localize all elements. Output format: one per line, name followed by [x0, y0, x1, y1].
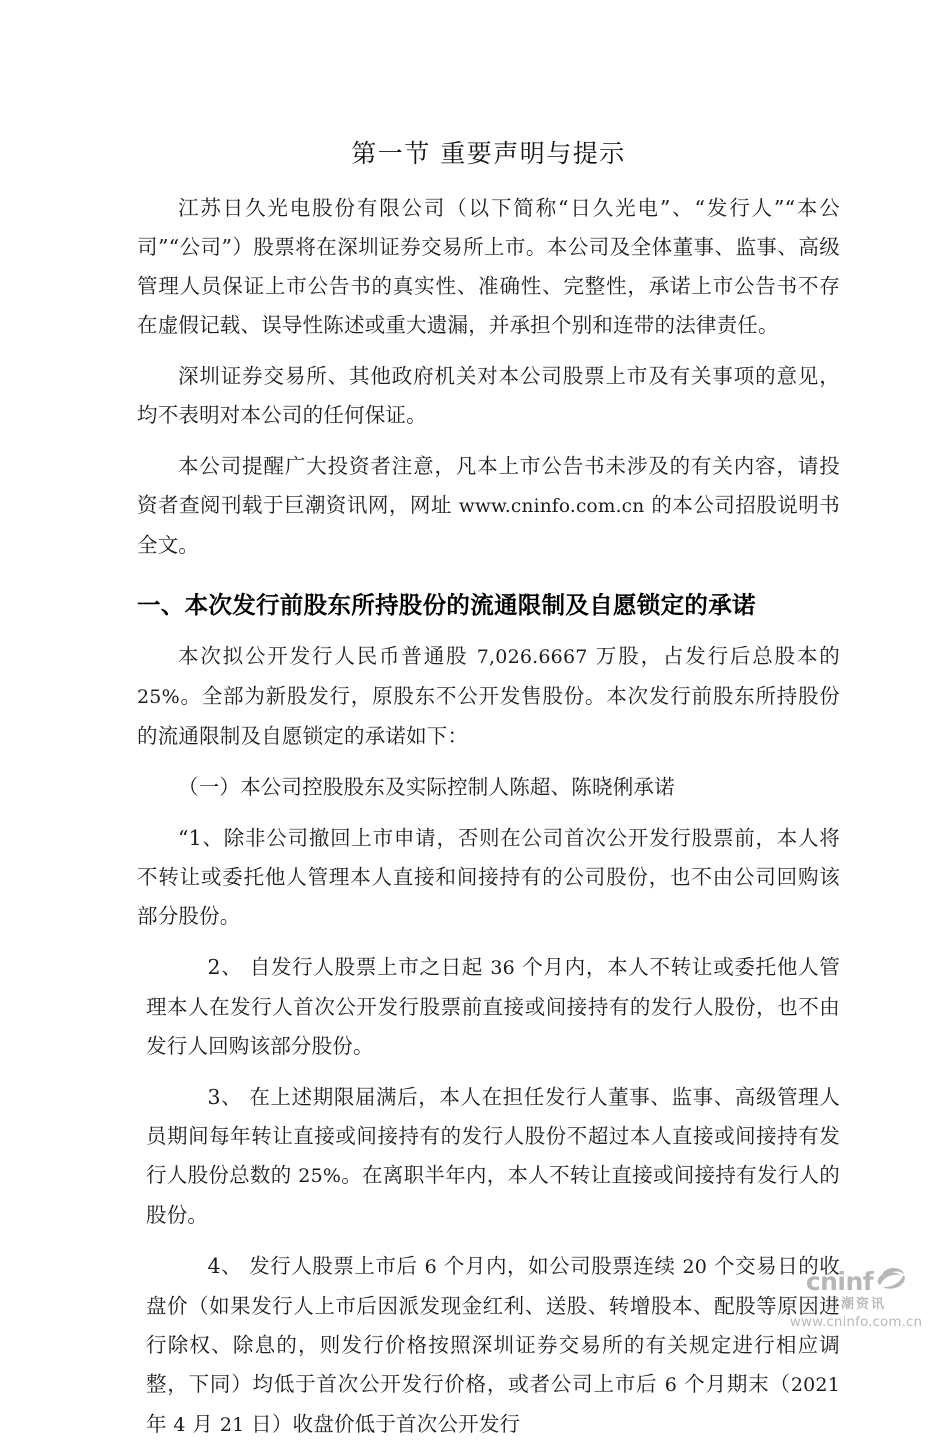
commitment-4-mid-1: 个月内，如公司股票连续	[436, 1254, 683, 1279]
spacer	[137, 169, 840, 189]
spacer	[137, 1235, 840, 1247]
commitment-3-post: 。在离职半年内，本人不转让直接或间接持有发行人的股份。	[146, 1163, 840, 1228]
cninfo-watermark-url: www.cninfo.com.cn	[789, 1314, 923, 1331]
spacer	[137, 625, 840, 637]
paragraph-declaration: 江苏日久光电股份有限公司（以下简称“日久光电”、“发行人”“本公司”“公司”）股票将在深圳证券交易所上市。本公司及全体董事、监事、高级管理人员保证上市公告书的真实性、准确性、完整性，承诺上市公告书不存在虚假记载、误导性陈述或重大遗漏，并承担个别和连带的法律责任。	[137, 196, 840, 338]
commitment-4-date-mid-1: 年	[146, 1412, 174, 1437]
commitment-2-post: 个月内，本人不转让或委托他人管理本人在发行人首次公开发行股票前直接或间接持有的发行人股份，也不由发行人回购该部分股份。	[146, 955, 840, 1059]
issue-text-post: 。全部为新股发行，原股东不公开发售股份。本次发行前股东所持股份的流通限制及自愿锁定的承诺如下：	[137, 684, 840, 749]
commitment-4-date-month: 4	[173, 1414, 186, 1437]
cninfo-watermark	[772, 1266, 940, 1332]
commitment-4-mid-2: 个交易日的收盘价（如果发行人上市后因派发现金红利、送股、转增股本、配股等原因进行除权、除息的，则发行价格按照深圳证券交易所的有关规定进行相应调整，下同）均低于首次公开发行价格，或者公司上市后	[146, 1254, 840, 1397]
spacer	[137, 435, 840, 447]
issue-text-pre: 本次拟公开发行人民币普通股	[178, 644, 477, 669]
commitment-4-months-2: 6	[664, 1374, 677, 1397]
issue-share-count: 7,026.6667	[476, 646, 588, 669]
commitment-3-pre: 3、 在上述期限届满后，本人在担任发行人董事、监事、高级管理人员期间每年转让直接或间接持有的发行人股份不超过本人直接或间接持有发行人股份总数的	[146, 1085, 840, 1188]
page-content	[137, 0, 840, 1445]
spacer	[137, 807, 840, 819]
spacer	[137, 936, 840, 948]
cninfo-wordmark: cninf	[805, 1266, 874, 1296]
cninfo-chinese-name: 巨潮资讯	[825, 1297, 886, 1313]
commitment-item-1: “1、除非公司撤回上市申请，否则在公司首次公开发行股票前，本人将不转让或委托他人管理本人直接和间接持有的公司股份，也不由公司回购该部分股份。	[137, 826, 840, 929]
paragraph-no-guarantee: 深圳证券交易所、其他政府机关对本公司股票上市及有关事项的意见，均不表明对本公司的任何保证。	[137, 364, 840, 428]
commitment-4-date-mid-3: 日	[244, 1412, 272, 1437]
commitment-4-date-year: 2021	[790, 1374, 840, 1397]
section-title: 第一节 重要声明与提示	[351, 139, 626, 168]
cninfo-swirl-icon	[876, 1266, 906, 1296]
heading-lockup-commitments: 一、本次发行前股东所持股份的流通限制及自愿锁定的承诺	[137, 591, 756, 620]
subheading-controlling-shareholder: （一）本公司控股股东及实际控制人陈超、陈晓俐承诺	[178, 775, 675, 800]
commitment-3-percent: 25%	[298, 1165, 342, 1188]
issue-ratio: 25%	[137, 686, 180, 709]
paragraph-prospectus-notice	[137, 447, 840, 565]
cninfo-logo-row	[772, 1266, 940, 1296]
commitment-2-pre: 2、 自发行人股票上市之日起	[207, 955, 491, 980]
cninfo-url-link[interactable]: www.cninfo.com.cn	[458, 496, 645, 518]
commitment-4-date-mid-2: 月	[185, 1412, 220, 1437]
commitment-item-2	[137, 948, 840, 1066]
commitment-4-mid-3: 个月期末（	[676, 1372, 791, 1397]
spacer	[137, 345, 840, 357]
spacer	[137, 756, 840, 768]
commitment-4-months-1: 6	[424, 1256, 437, 1279]
spacer	[137, 1066, 840, 1078]
commitment-item-4	[137, 1247, 840, 1445]
notice-text-before-url: 本公司提醒广大投资者注意，凡本上市公告书未涉及的有关内容，请投资者查阅刊载于巨潮资讯网，网址	[137, 454, 840, 518]
paragraph-issue-size	[137, 637, 840, 756]
commitment-item-3	[137, 1078, 840, 1235]
commitment-4-post: ）收盘价低于首次公开发行	[271, 1412, 521, 1437]
commitment-4-date-day: 21	[219, 1414, 245, 1437]
notice-text-after-url: 的本公司招股说明书全文。	[137, 493, 840, 558]
spacer	[137, 565, 840, 585]
commitment-4-pre: 4、 发行人股票上市后	[207, 1254, 425, 1279]
issue-text-mid: 万股，占发行后总股本的	[587, 644, 840, 669]
commitment-2-months: 36	[490, 957, 515, 980]
commitment-4-trading-days: 20	[682, 1256, 708, 1279]
